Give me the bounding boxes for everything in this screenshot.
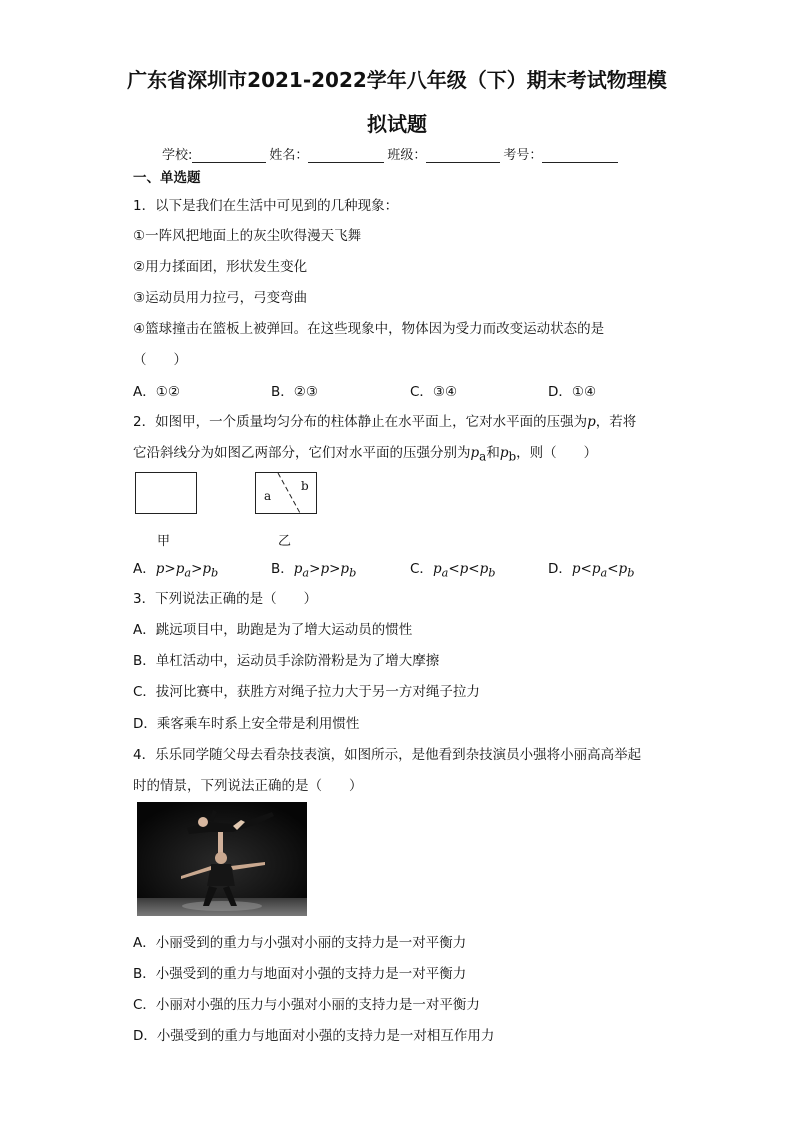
q2-option-a-expr: $p>p_a>p_b$ bbox=[155, 561, 219, 580]
q3-option-d[interactable]: D．乘客乘车时系上安全带是利用惯性 bbox=[133, 716, 360, 732]
q4-option-d[interactable]: D．小强受到的重力与地面对小强的支持力是一对相互作用力 bbox=[133, 1028, 495, 1044]
q2-option-a[interactable] bbox=[133, 557, 218, 580]
q4-stem-line2: 时的情景，下列说法正确的是（ ） bbox=[133, 778, 363, 794]
q2-and-text: 和 bbox=[486, 445, 500, 461]
q1-stem: 1．以下是我们在生活中可见到的几种现象： bbox=[133, 198, 399, 214]
q3-stem: 3．下列说法正确的是（ ） bbox=[133, 591, 318, 607]
student-info-row bbox=[162, 144, 621, 163]
q2-pa-subscript: a bbox=[479, 449, 487, 464]
exam-title-line1: 广东省深圳市2021-2022学年八年级（下）期末考试物理模 bbox=[127, 68, 667, 92]
q2-option-c-expr: $p_a<p<p_b$ bbox=[432, 561, 496, 580]
q2-option-c-letter: C． bbox=[410, 561, 433, 577]
q2-stem-text-1b: ，若将 bbox=[595, 414, 637, 430]
name-blank[interactable] bbox=[308, 148, 384, 163]
school-blank[interactable] bbox=[192, 148, 266, 163]
q1-item-3: ③运动员用力拉弓，弓变弯曲 bbox=[133, 290, 308, 306]
q2-stem-text-2b: ，则（ ） bbox=[516, 445, 598, 461]
q2-p-symbol: p bbox=[587, 414, 596, 430]
q2-stem-line1 bbox=[133, 410, 636, 430]
q1-option-b[interactable]: B．②③ bbox=[271, 384, 318, 400]
name-label: 姓名： bbox=[269, 148, 309, 163]
school-label: 学校: bbox=[162, 148, 193, 163]
section-heading: 一、单选题 bbox=[133, 170, 201, 186]
caption-jia: 甲 bbox=[157, 534, 171, 549]
q3-option-b[interactable]: B．单杠活动中，运动员手涂防滑粉是为了增大摩擦 bbox=[133, 653, 440, 669]
q1-option-d[interactable]: D．①④ bbox=[548, 384, 597, 400]
q2-option-a-letter: A． bbox=[133, 561, 156, 577]
class-label: 班级： bbox=[387, 148, 427, 163]
class-blank[interactable] bbox=[426, 148, 500, 163]
figure-yi-rectangle bbox=[255, 472, 317, 514]
q2-option-b-letter: B． bbox=[271, 561, 294, 577]
q2-option-d-expr: $p<p_a<p_b$ bbox=[571, 561, 635, 580]
q3-option-c[interactable]: C．拔河比赛中，获胜方对绳子拉力大于另一方对绳子拉力 bbox=[133, 684, 480, 700]
q1-item-1: ①一阵风把地面上的灰尘吹得漫天飞舞 bbox=[133, 228, 362, 244]
q2-option-d-letter: D． bbox=[548, 561, 572, 577]
q2-pb-subscript: b bbox=[508, 449, 517, 464]
exam-no-blank[interactable] bbox=[542, 148, 618, 163]
q2-pb-symbol: p bbox=[499, 445, 509, 461]
q1-option-a[interactable]: A．①② bbox=[133, 384, 180, 400]
q2-stem-line2 bbox=[133, 441, 597, 464]
q2-option-b[interactable] bbox=[271, 557, 356, 580]
q4-option-a[interactable]: A．小丽受到的重力与小强对小丽的支持力是一对平衡力 bbox=[133, 935, 467, 951]
exam-no-label: 考号： bbox=[503, 148, 543, 163]
q4-option-b[interactable]: B．小强受到的重力与地面对小强的支持力是一对平衡力 bbox=[133, 966, 467, 982]
q1-item-4: ④篮球撞击在篮板上被弹回。在这些现象中，物体因为受力而改变运动状态的是 bbox=[133, 321, 605, 337]
figure-jia-rectangle bbox=[135, 472, 197, 514]
q2-stem-text-1: 2．如图甲，一个质量均匀分布的柱体静止在水平面上，它对水平面的压强为 bbox=[133, 414, 588, 430]
q4-option-c[interactable]: C．小丽对小强的压力与小强对小丽的支持力是一对平衡力 bbox=[133, 997, 480, 1013]
q1-item-2: ②用力揉面团，形状发生变化 bbox=[133, 259, 308, 275]
q2-option-c[interactable] bbox=[410, 557, 495, 580]
acrobatics-photo bbox=[137, 802, 307, 916]
q2-option-b-expr: $p_a>p>p_b$ bbox=[293, 561, 357, 580]
q4-stem-line1: 4．乐乐同学随父母去看杂技表演，如图所示，是他看到杂技演员小强将小丽高高举起 bbox=[133, 747, 642, 763]
figure-label-a: a bbox=[264, 489, 272, 503]
q3-option-a[interactable]: A．跳远项目中，助跑是为了增大运动员的惯性 bbox=[133, 622, 413, 638]
q2-stem-text-2a: 它沿斜线分为如图乙两部分，它们对水平面的压强分别为 bbox=[133, 445, 471, 461]
q1-bracket: （ ） bbox=[133, 352, 187, 368]
q1-option-c[interactable]: C．③④ bbox=[410, 384, 458, 400]
exam-title-line2: 拟试题 bbox=[367, 112, 427, 136]
caption-yi: 乙 bbox=[278, 534, 292, 549]
q2-pa-symbol: p bbox=[470, 445, 480, 461]
q2-option-d[interactable] bbox=[548, 557, 634, 580]
figure-label-b: b bbox=[301, 479, 309, 493]
